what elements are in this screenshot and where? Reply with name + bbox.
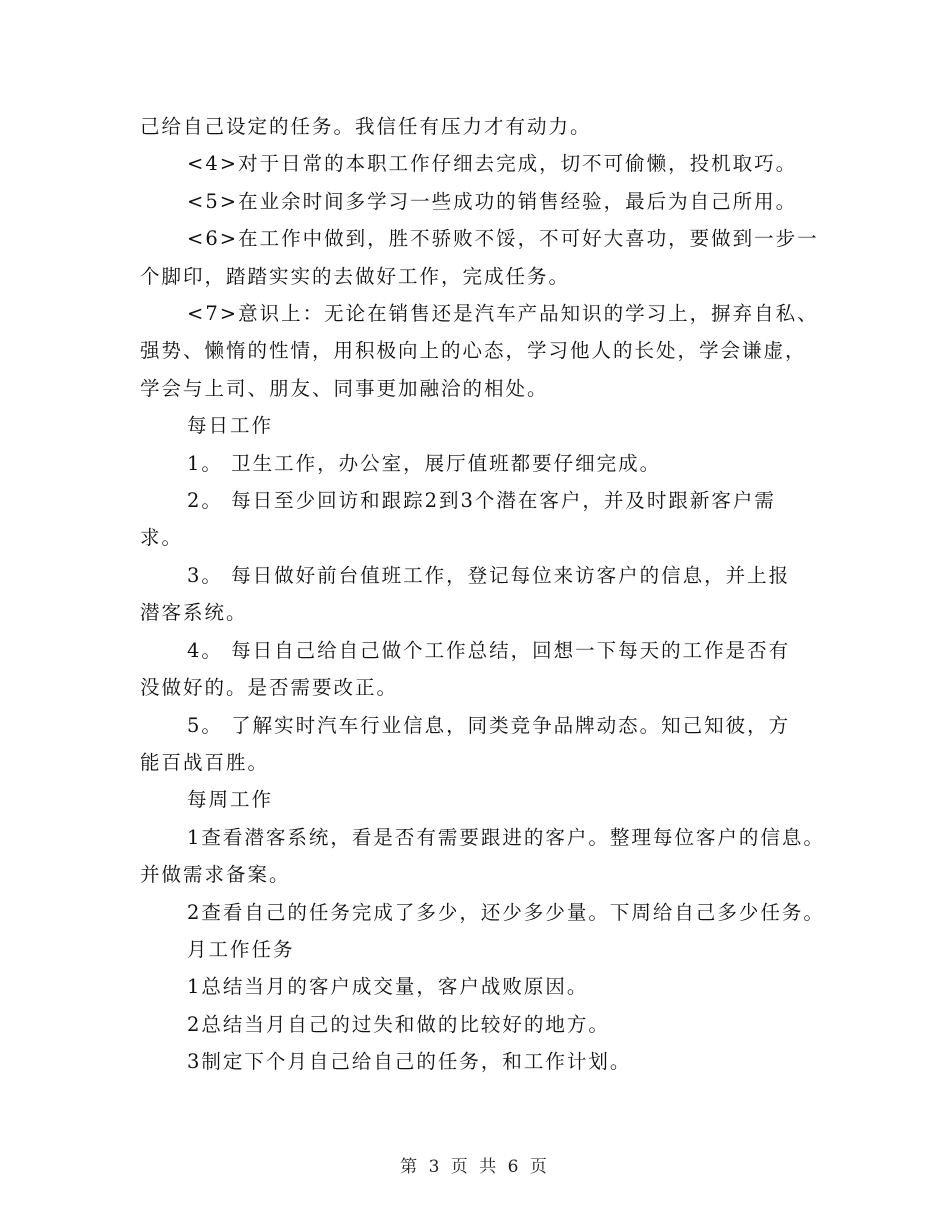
text-line: 3制定下个月自己给自己的任务，和工作计划。 [187, 1050, 632, 1074]
text-line: <6>在工作中做到，胜不骄败不馁，不可好大喜功，要做到一步一 [187, 227, 819, 251]
text-line: 学会与上司、朋友、同事更加融洽的相处。 [140, 376, 549, 400]
text-line: 个脚印，踏踏实实的去做好工作，完成任务。 [140, 264, 571, 288]
text-line: 并做需求备案。 [140, 863, 291, 887]
text-line: 1。 卫生工作，办公室，展厅值班都要仔细完成。 [187, 451, 662, 475]
text-line: 每周工作 [187, 788, 274, 812]
text-line: 每日工作 [187, 414, 274, 438]
text-line: 5。 了解实时汽车行业信息，同类竞争品牌动态。知己知彼，方 [187, 713, 791, 737]
text-line: 求。 [140, 526, 184, 550]
text-line: 3。 每日做好前台值班工作，登记每位来访客户的信息，并上报 [187, 563, 791, 587]
text-line: 没做好的。是否需要改正。 [140, 676, 399, 700]
text-line: 己给自己设定的任务。我信任有压力才有动力。 [140, 115, 592, 138]
text-line: 1查看潜客系统，看是否有需要跟进的客户。整理每位客户的信息。 [187, 825, 825, 849]
text-line: 4。 每日自己给自己做个工作总结，回想一下每天的工作是否有 [187, 638, 791, 662]
text-line: 1总结当月的客户成交量，客户战败原因。 [187, 975, 589, 999]
text-line: 能百战百胜。 [140, 750, 270, 774]
page-footer: 第 3 页 共 6 页 [400, 1157, 550, 1177]
document-body [140, 108, 840, 1081]
text-line: 强势、懒惰的性情，用积极向上的心态，学习他人的长处，学会谦虚， [140, 339, 807, 363]
text-line: 月工作任务 [187, 937, 295, 961]
text-line: 2总结当月自己的过失和做的比较好的地方。 [187, 1012, 610, 1036]
text-line: 潜客系统。 [140, 601, 248, 625]
text-line: <5>在业余时间多学习一些成功的销售经验，最后为自己所用。 [187, 189, 798, 213]
text-line: <4>对于日常的本职工作仔细去完成，切不可偷懒，投机取巧。 [187, 152, 798, 176]
text-line: <7>意识上：无论在销售还是汽车产品知识的学习上，摒弃自私、 [187, 302, 819, 326]
text-line: 2查看自己的任务完成了多少，还少多少量。下周给自己多少任务。 [187, 900, 825, 924]
text-line: 2。 每日至少回访和跟踪2到3个潜在客户，并及时跟新客户需 [187, 489, 776, 513]
